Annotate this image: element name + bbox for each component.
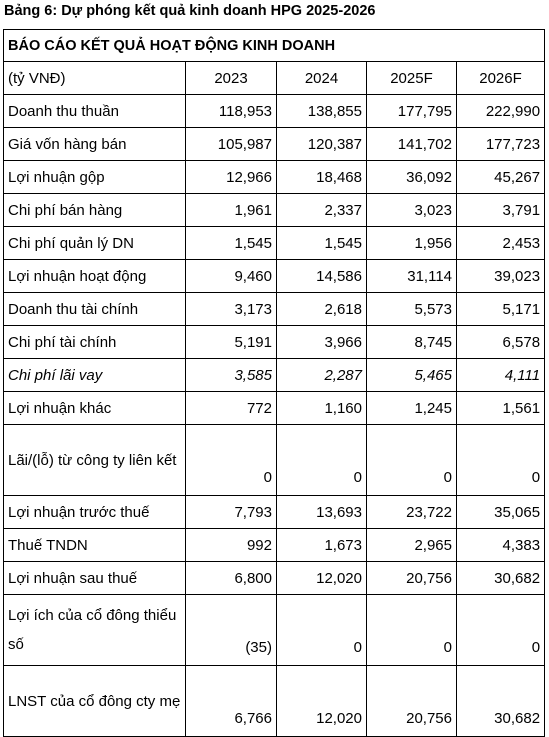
cell-value: 6,766 [186, 666, 277, 737]
table-row [4, 595, 545, 666]
cell-value: 0 [277, 595, 367, 666]
cell-value: 177,723 [457, 128, 545, 161]
table-row [4, 392, 545, 425]
income-statement-table [3, 29, 545, 737]
year-header: 2023 [186, 62, 277, 95]
year-header: 2025F [367, 62, 457, 95]
table-row [4, 425, 545, 496]
cell-value: 2,618 [277, 293, 367, 326]
cell-value: 8,745 [367, 326, 457, 359]
cell-value: 9,460 [186, 260, 277, 293]
cell-value: 45,267 [457, 161, 545, 194]
table-row [4, 359, 545, 392]
cell-value: 0 [277, 425, 367, 496]
row-label: Doanh thu thuần [4, 95, 186, 128]
cell-value: 2,965 [367, 529, 457, 562]
cell-value: 3,791 [457, 194, 545, 227]
table-row [4, 666, 545, 737]
year-header: 2024 [277, 62, 367, 95]
cell-value: 1,160 [277, 392, 367, 425]
row-label: Lợi nhuận gộp [4, 161, 186, 194]
cell-value: 120,387 [277, 128, 367, 161]
cell-value: 222,990 [457, 95, 545, 128]
cell-value: 1,956 [367, 227, 457, 260]
cell-value: 1,245 [367, 392, 457, 425]
cell-value: 141,702 [367, 128, 457, 161]
cell-value: 39,023 [457, 260, 545, 293]
table-row [4, 194, 545, 227]
cell-value: 35,065 [457, 496, 545, 529]
cell-value: 1,673 [277, 529, 367, 562]
cell-value: 5,171 [457, 293, 545, 326]
table-row [4, 529, 545, 562]
cell-value: 772 [186, 392, 277, 425]
row-label: Chi phí tài chính [4, 326, 186, 359]
cell-value: 1,961 [186, 194, 277, 227]
cell-value: 2,287 [277, 359, 367, 392]
cell-value: 31,114 [367, 260, 457, 293]
row-label: Lãi/(lỗ) từ công ty liên kết [4, 425, 186, 496]
cell-value: 12,020 [277, 562, 367, 595]
cell-value: 30,682 [457, 562, 545, 595]
table-row [4, 161, 545, 194]
table-row [4, 227, 545, 260]
table-row [4, 95, 545, 128]
cell-value: 3,023 [367, 194, 457, 227]
cell-value: 0 [367, 425, 457, 496]
cell-value: 118,953 [186, 95, 277, 128]
cell-value: 13,693 [277, 496, 367, 529]
year-header: 2026F [457, 62, 545, 95]
cell-value: 36,092 [367, 161, 457, 194]
row-label: Chi phí lãi vay [4, 359, 186, 392]
cell-value: 0 [367, 595, 457, 666]
cell-value: 2,337 [277, 194, 367, 227]
row-label: Lợi nhuận hoạt động [4, 260, 186, 293]
unit-label: (tỷ VNĐ) [4, 62, 186, 95]
row-label: Lợi ích của cổ đông thiểu số [4, 595, 186, 666]
cell-value: 3,173 [186, 293, 277, 326]
cell-value: 14,586 [277, 260, 367, 293]
table-row [4, 260, 545, 293]
cell-value: 1,561 [457, 392, 545, 425]
cell-value: 0 [457, 425, 545, 496]
row-label: LNST của cổ đông cty mẹ [4, 666, 186, 737]
header-row [4, 62, 545, 95]
cell-value: 5,573 [367, 293, 457, 326]
cell-value: 6,578 [457, 326, 545, 359]
cell-value: 177,795 [367, 95, 457, 128]
cell-value: 30,682 [457, 666, 545, 737]
cell-value: 12,966 [186, 161, 277, 194]
row-label: Thuế TNDN [4, 529, 186, 562]
cell-value: 3,585 [186, 359, 277, 392]
row-label: Doanh thu tài chính [4, 293, 186, 326]
cell-value: 20,756 [367, 562, 457, 595]
cell-value: 20,756 [367, 666, 457, 737]
row-label: Chi phí bán hàng [4, 194, 186, 227]
table-row [4, 293, 545, 326]
cell-value: 1,545 [277, 227, 367, 260]
row-label: Giá vốn hàng bán [4, 128, 186, 161]
cell-value: 5,191 [186, 326, 277, 359]
cell-value: 6,800 [186, 562, 277, 595]
cell-value: 12,020 [277, 666, 367, 737]
cell-value: 4,383 [457, 529, 545, 562]
cell-value: 0 [186, 425, 277, 496]
row-label: Lợi nhuận trước thuế [4, 496, 186, 529]
cell-value: 4,111 [457, 359, 545, 392]
cell-value: 3,966 [277, 326, 367, 359]
cell-value: 0 [457, 595, 545, 666]
table-row [4, 128, 545, 161]
cell-value: 5,465 [367, 359, 457, 392]
cell-value: 992 [186, 529, 277, 562]
row-label: Lợi nhuận sau thuế [4, 562, 186, 595]
table-banner-row [4, 30, 545, 62]
table-banner: BÁO CÁO KẾT QUẢ HOẠT ĐỘNG KINH DOANH [4, 30, 545, 62]
table-row [4, 496, 545, 529]
row-label: Chi phí quản lý DN [4, 227, 186, 260]
row-label: Lợi nhuận khác [4, 392, 186, 425]
cell-value: 1,545 [186, 227, 277, 260]
cell-value: (35) [186, 595, 277, 666]
table-row [4, 562, 545, 595]
table-row [4, 326, 545, 359]
cell-value: 105,987 [186, 128, 277, 161]
cell-value: 23,722 [367, 496, 457, 529]
table-caption: Bảng 6: Dự phóng kết quả kinh doanh HPG 2025-2026 [4, 3, 376, 19]
cell-value: 2,453 [457, 227, 545, 260]
cell-value: 18,468 [277, 161, 367, 194]
cell-value: 7,793 [186, 496, 277, 529]
cell-value: 138,855 [277, 95, 367, 128]
